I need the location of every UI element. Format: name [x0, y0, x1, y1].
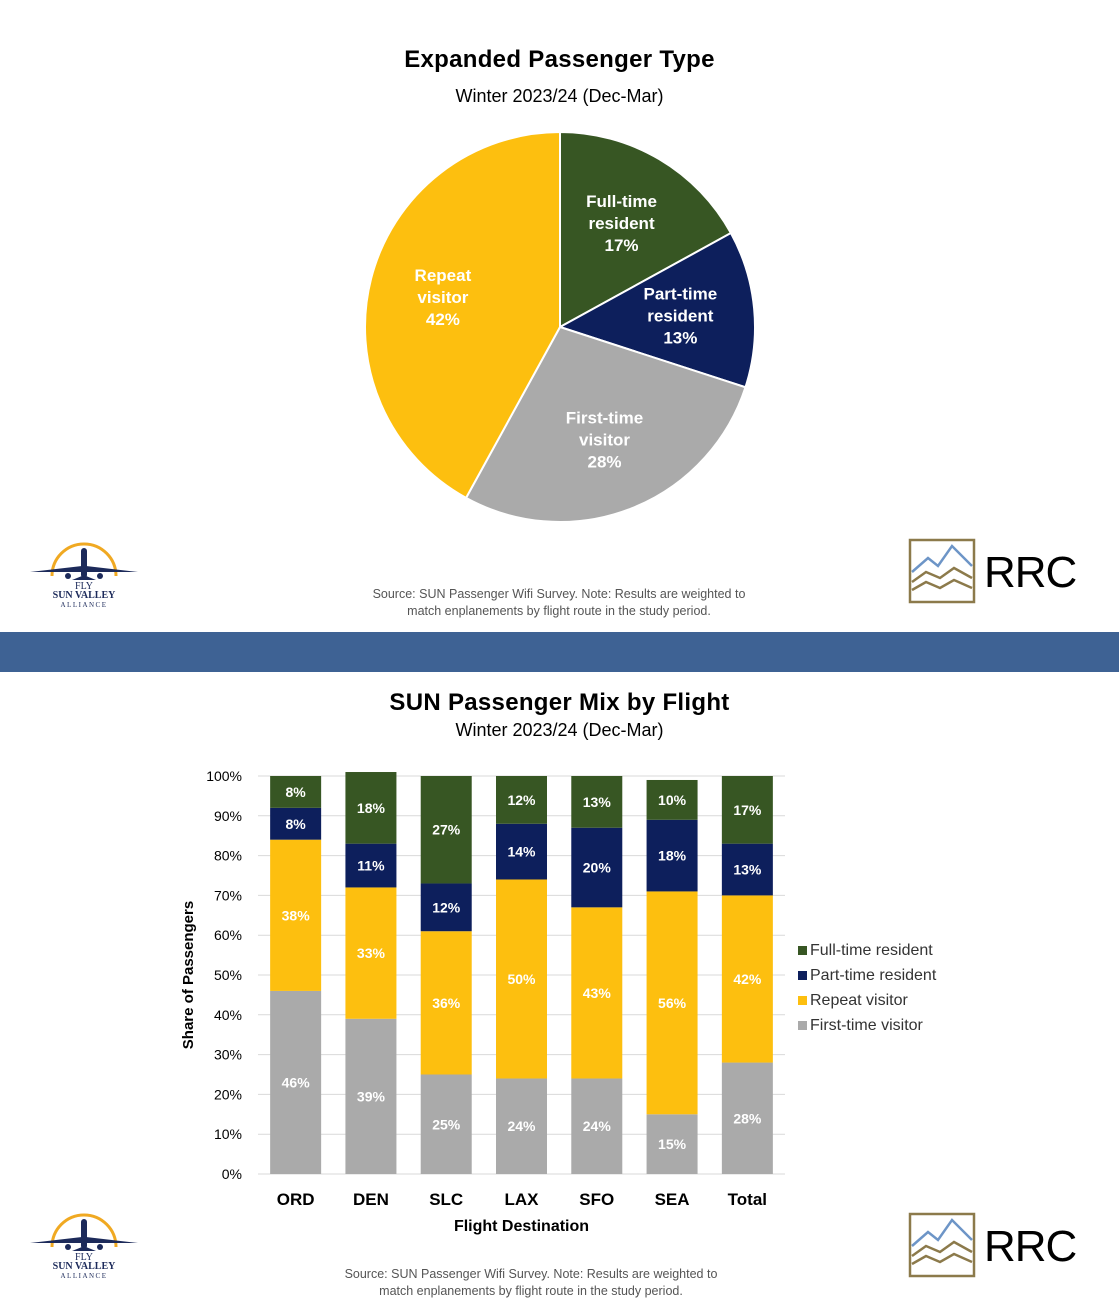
mountain-logo-icon — [908, 1212, 978, 1280]
bar-label-Total-2: 13% — [733, 861, 762, 878]
stacked-bar-chart — [0, 672, 1119, 1252]
y-tick-label-4: 40% — [213, 1006, 242, 1023]
bar-label-SLC-3: 27% — [432, 821, 461, 838]
fly-logo-line3: ALLIANCE — [60, 601, 108, 609]
fly-logo-line2: SUN VALLEY — [52, 1261, 116, 1272]
y-tick-label-9: 90% — [213, 807, 242, 824]
pie-slice-label-2-0: First-time — [565, 408, 644, 428]
y-tick-label-0: 0% — [221, 1166, 242, 1182]
bar-label-LAX-3: 12% — [507, 791, 536, 808]
pie-slice-label-2-1: visitor — [578, 430, 631, 450]
bar-label-DEN-3: 18% — [356, 799, 385, 816]
y-tick-label-6: 60% — [213, 927, 242, 944]
bar-label-ORD-2: 8% — [285, 815, 306, 832]
fly-logo-line1: FLY — [75, 1252, 93, 1263]
y-tick-label-8: 80% — [213, 847, 242, 864]
x-axis-label: Flight Destination — [453, 1218, 590, 1235]
pie-chart-subtitle: Winter 2023/24 (Dec-Mar) — [455, 86, 664, 106]
y-tick-label-5: 50% — [213, 967, 242, 983]
bar-label-ORD-3: 8% — [285, 783, 306, 800]
bar-label-LAX-0: 24% — [507, 1118, 536, 1135]
rrc-logo-text: RRC — [984, 548, 1077, 597]
y-tick-label-10: 100% — [206, 768, 242, 784]
fly-sun-valley-logo — [24, 534, 144, 610]
bar-label-LAX-1: 50% — [507, 970, 536, 987]
mountain-logo-icon — [908, 538, 978, 606]
y-tick-label-2: 20% — [213, 1086, 242, 1103]
bar-chart-title: SUN Passenger Mix by Flight — [389, 689, 730, 716]
bar-label-SFO-3: 13% — [582, 793, 611, 810]
bar-label-SFO-2: 20% — [582, 859, 611, 876]
bar-label-SFO-0: 24% — [582, 1118, 611, 1135]
pie-source-note — [319, 586, 799, 620]
legend-swatch-2 — [798, 996, 807, 1005]
bar-source-line2: match enplanements by flight route in the study period. — [379, 1284, 683, 1298]
legend-swatch-0 — [798, 946, 807, 955]
bar-chart-subtitle: Winter 2023/24 (Dec-Mar) — [455, 720, 664, 740]
pie-chart — [340, 110, 780, 550]
pie-slice-label-0-2: 17% — [604, 235, 639, 255]
legend-swatch-3 — [798, 1021, 807, 1030]
pie-slice-label-0-1: resident — [588, 213, 655, 233]
bar-label-ORD-1: 38% — [281, 907, 310, 924]
bar-label-SLC-0: 25% — [432, 1116, 461, 1133]
bar-label-SEA-2: 18% — [658, 847, 687, 864]
bar-label-SEA-1: 56% — [658, 994, 687, 1011]
pie-slice-label-3-1: visitor — [417, 287, 469, 307]
bar-label-SFO-1: 43% — [582, 984, 611, 1001]
legend-swatch-1 — [798, 971, 807, 980]
pie-slice-label-2-2: 28% — [587, 452, 622, 472]
airplane-sun-icon — [24, 534, 144, 584]
x-tick-label-6: Total — [727, 1190, 768, 1209]
pie-panel — [0, 0, 1119, 632]
bar-label-ORD-0: 46% — [281, 1074, 310, 1091]
bar-source-note — [291, 1266, 771, 1300]
airplane-sun-icon — [24, 1205, 144, 1255]
fly-logo-line1: FLY — [75, 581, 93, 592]
pie-slice-label-1-0: Part-time — [643, 284, 718, 304]
bar-label-LAX-2: 14% — [507, 843, 536, 860]
legend-label-2: Repeat visitor — [810, 992, 908, 1009]
fly-logo-line2: SUN VALLEY — [52, 590, 116, 601]
bar-source-line1: Source: SUN Passenger Wifi Survey. Note: Results are weighted to — [344, 1267, 718, 1281]
bar-label-SLC-2: 12% — [432, 899, 461, 916]
rrc-logo — [908, 538, 1098, 606]
legend-label-0: Full-time resident — [810, 942, 933, 959]
bar-label-DEN-2: 11% — [357, 857, 385, 874]
pie-slice-label-3-0: Repeat — [414, 265, 472, 285]
bar-label-SEA-3: 10% — [658, 791, 687, 808]
x-tick-label-3: LAX — [504, 1190, 539, 1209]
bar-label-DEN-0: 39% — [356, 1088, 385, 1105]
pie-source-line2: match enplanements by flight route in the study period. — [407, 604, 711, 618]
bar-label-DEN-1: 33% — [356, 945, 385, 962]
bar-panel — [0, 672, 1119, 1303]
legend-label-1: Part-time resident — [810, 967, 937, 984]
fly-logo-line3: ALLIANCE — [60, 1272, 108, 1280]
y-tick-label-7: 70% — [213, 887, 242, 904]
x-tick-label-2: SLC — [429, 1190, 464, 1209]
pie-chart-title: Expanded Passenger Type — [404, 46, 715, 73]
x-tick-label-5: SEA — [654, 1190, 690, 1209]
x-tick-label-0: ORD — [276, 1190, 315, 1209]
x-tick-label-4: SFO — [579, 1190, 615, 1209]
bar-label-Total-3: 17% — [733, 801, 762, 818]
bar-label-Total-0: 28% — [733, 1110, 762, 1127]
section-divider — [0, 632, 1119, 672]
y-tick-label-3: 30% — [213, 1046, 242, 1063]
y-tick-label-1: 10% — [213, 1126, 242, 1143]
x-tick-label-1: DEN — [352, 1190, 389, 1209]
fly-sun-valley-logo-bottom — [24, 1205, 144, 1281]
rrc-logo-text: RRC — [984, 1222, 1077, 1271]
pie-slice-label-1-2: 13% — [663, 328, 698, 348]
rrc-logo-bottom — [908, 1212, 1098, 1280]
bar-label-SEA-0: 15% — [658, 1136, 687, 1153]
bar-label-Total-1: 42% — [733, 970, 762, 987]
legend-label-3: First-time visitor — [810, 1017, 923, 1034]
y-axis-label: Share of Passengers — [180, 900, 197, 1050]
pie-slice-label-1-1: resident — [647, 306, 714, 326]
bar-label-SLC-1: 36% — [432, 994, 461, 1011]
pie-slice-label-0-0: Full-time — [586, 191, 657, 211]
pie-source-line1: Source: SUN Passenger Wifi Survey. Note: Results are weighted to — [372, 587, 746, 601]
pie-slice-label-3-2: 42% — [425, 309, 460, 329]
